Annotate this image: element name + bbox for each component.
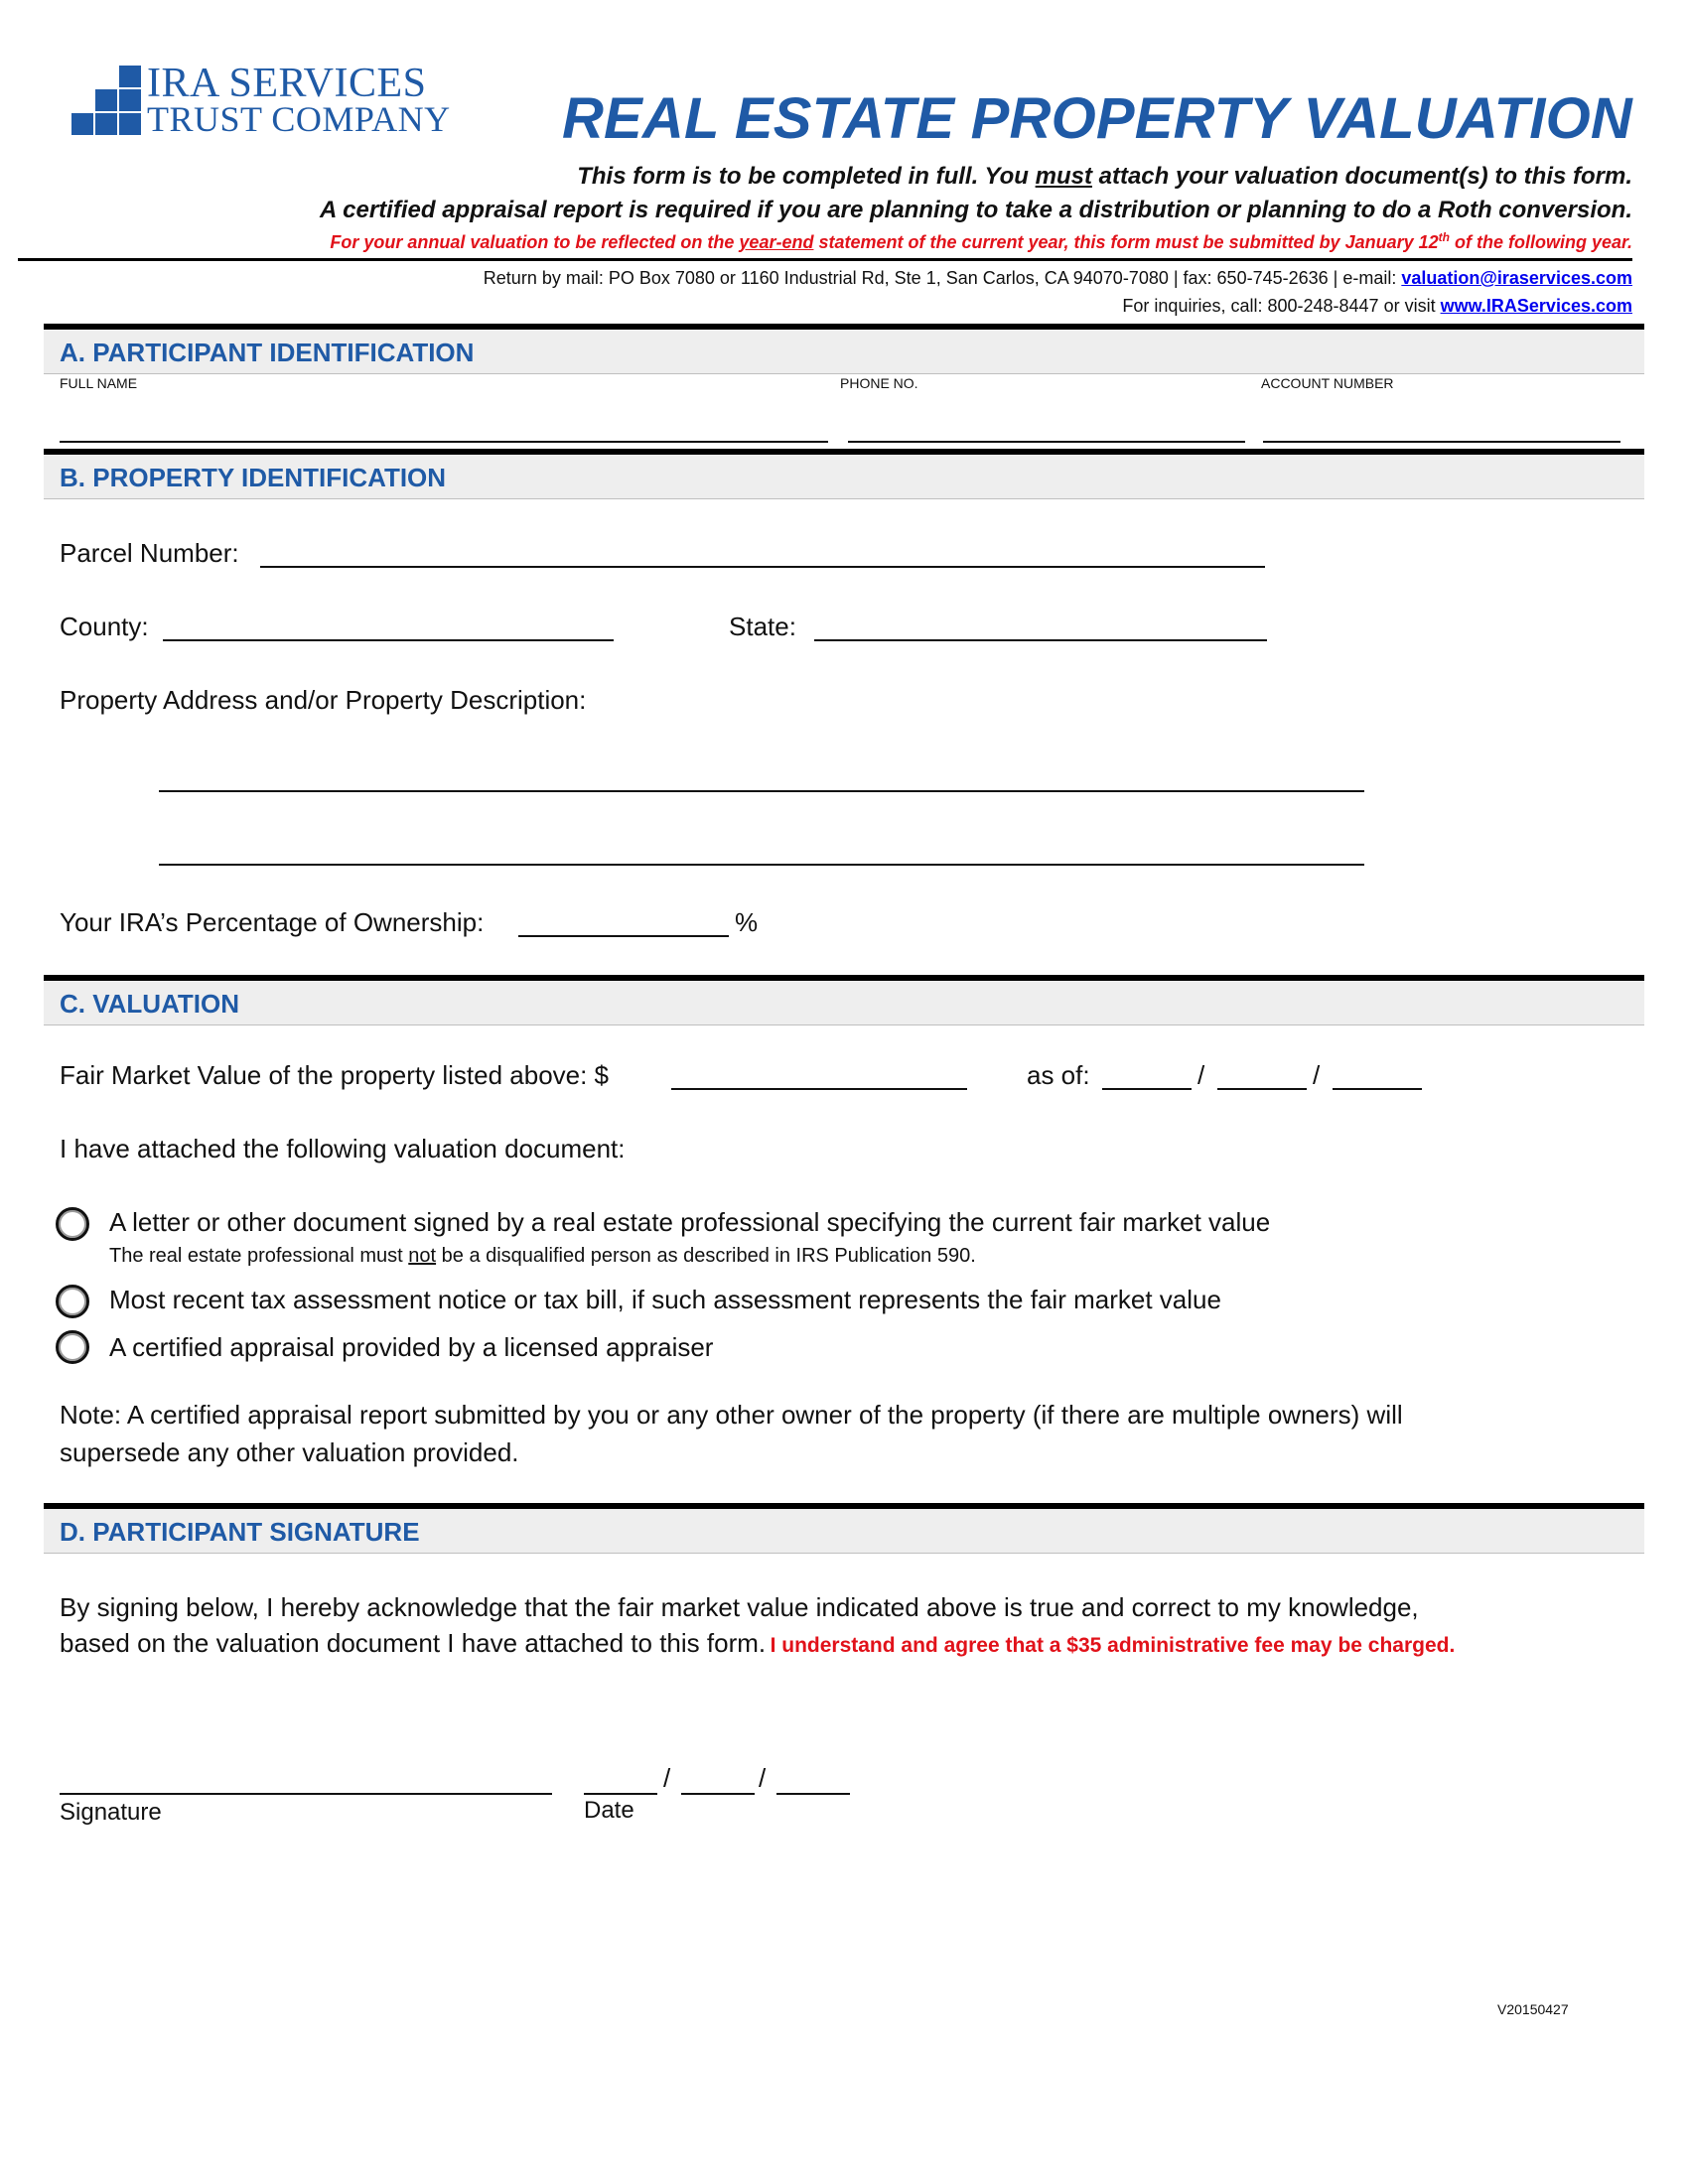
radio-professional-letter[interactable] <box>56 1207 89 1241</box>
return-address: Return by mail: PO Box 7080 or 1160 Industrial Rd, Ste 1, San Carlos, CA 94070-7080 | fax: 650-745-2636 | e-mail: valuation@iraservices.com <box>483 268 1632 288</box>
signature-field[interactable] <box>60 1793 552 1795</box>
radio-tax-assessment[interactable] <box>56 1285 89 1318</box>
page-title: REAL ESTATE PROPERTY VALUATION <box>561 86 1632 151</box>
section-b-title: B. PROPERTY IDENTIFICATION <box>60 463 447 492</box>
date-label: Date <box>584 1797 634 1824</box>
radio-certified-appraisal[interactable] <box>56 1330 89 1364</box>
form-version: V20150427 <box>1497 2001 1569 2017</box>
option-professional-letter-label: A letter or other document signed by a real estate professional specifying the current fair market value <box>109 1207 1271 1237</box>
logo-line-2: TRUST COMPANY <box>147 99 451 139</box>
section-c-title: C. VALUATION <box>60 989 240 1019</box>
parcel-number-field[interactable] <box>260 566 1265 568</box>
fee-notice: I understand and agree that a $35 administrative fee may be charged. <box>770 1634 1456 1657</box>
fair-market-value-label: Fair Market Value of the property listed above: $ <box>60 1060 610 1090</box>
signature-date-day-field[interactable] <box>681 1793 755 1795</box>
property-address-field-2[interactable] <box>159 864 1364 866</box>
date-separator: / <box>1313 1060 1321 1090</box>
as-of-label: as of: <box>1027 1060 1090 1090</box>
instruction-line-1: This form is to be completed in full. You must attach your valuation document(s) to this form. <box>577 163 1632 190</box>
valuation-note-line-2: supersede any other valuation provided. <box>60 1437 519 1467</box>
instruction-line-2: A certified appraisal report is required if you are planning to take a distribution or planning to do a Roth conversion. <box>320 197 1632 223</box>
date-separator: / <box>759 1763 767 1793</box>
deadline-notice: For your annual valuation to be reflected on the year-end statement of the current year, this form must be submitted by January 12th of the following year. <box>330 230 1632 252</box>
logo-line-1: IRA SERVICES <box>147 61 427 106</box>
section-b-header <box>44 449 1644 499</box>
ownership-percent-field[interactable] <box>518 935 729 937</box>
email-link[interactable]: valuation@iraservices.com <box>1401 268 1632 288</box>
option-tax-assessment-label: Most recent tax assessment notice or tax bill, if such assessment represents the fair market value <box>109 1285 1221 1314</box>
inquiries-line: For inquiries, call: 800-248-8447 or visit www.IRAServices.com <box>1122 296 1632 316</box>
section-a-header <box>44 324 1644 374</box>
ownership-label: Your IRA’s Percentage of Ownership: <box>60 907 485 937</box>
state-field[interactable] <box>814 639 1267 641</box>
option-certified-appraisal-label: A certified appraisal provided by a licensed appraiser <box>109 1332 714 1362</box>
full-name-label: FULL NAME <box>60 375 138 391</box>
acknowledgement-line-1: By signing below, I hereby acknowledge that the fair market value indicated above is true and correct to my knowledge, <box>60 1592 1419 1622</box>
full-name-field[interactable] <box>60 441 828 443</box>
section-d-title: D. PARTICIPANT SIGNATURE <box>60 1517 420 1547</box>
phone-field[interactable] <box>848 441 1245 443</box>
section-d-header <box>44 1503 1644 1554</box>
account-number-field[interactable] <box>1263 441 1620 443</box>
percent-sign: % <box>735 907 759 937</box>
as-of-year-field[interactable] <box>1333 1088 1422 1090</box>
signature-label: Signature <box>60 1799 162 1826</box>
date-separator: / <box>1197 1060 1205 1090</box>
company-logo <box>66 62 463 141</box>
property-address-field-1[interactable] <box>159 790 1364 792</box>
header-divider <box>18 258 1632 261</box>
option-professional-letter-note: The real estate professional must not be a disqualified person as described in IRS Publication 590. <box>109 1245 976 1267</box>
state-label: State: <box>729 612 796 641</box>
attached-document-label: I have attached the following valuation document: <box>60 1134 626 1163</box>
account-number-label: ACCOUNT NUMBER <box>1261 375 1394 391</box>
signature-date-month-field[interactable] <box>584 1793 657 1795</box>
website-link[interactable]: www.IRAServices.com <box>1440 296 1632 316</box>
property-address-label: Property Address and/or Property Description: <box>60 685 587 715</box>
county-label: County: <box>60 612 149 641</box>
phone-label: PHONE NO. <box>840 375 918 391</box>
section-a-title: A. PARTICIPANT IDENTIFICATION <box>60 338 475 367</box>
fair-market-value-field[interactable] <box>671 1088 967 1090</box>
parcel-number-label: Parcel Number: <box>60 538 239 568</box>
as-of-day-field[interactable] <box>1217 1088 1307 1090</box>
as-of-month-field[interactable] <box>1102 1088 1192 1090</box>
signature-date-year-field[interactable] <box>776 1793 850 1795</box>
valuation-note-line-1: Note: A certified appraisal report submitted by you or any other owner of the property (if there are multiple owners) will <box>60 1400 1403 1430</box>
acknowledgement-line-2: based on the valuation document I have attached to this form. I understand and agree that a $35 administrative fee may be charged. <box>60 1628 1456 1658</box>
county-field[interactable] <box>163 639 614 641</box>
section-c-header <box>44 975 1644 1025</box>
date-separator: / <box>663 1763 671 1793</box>
